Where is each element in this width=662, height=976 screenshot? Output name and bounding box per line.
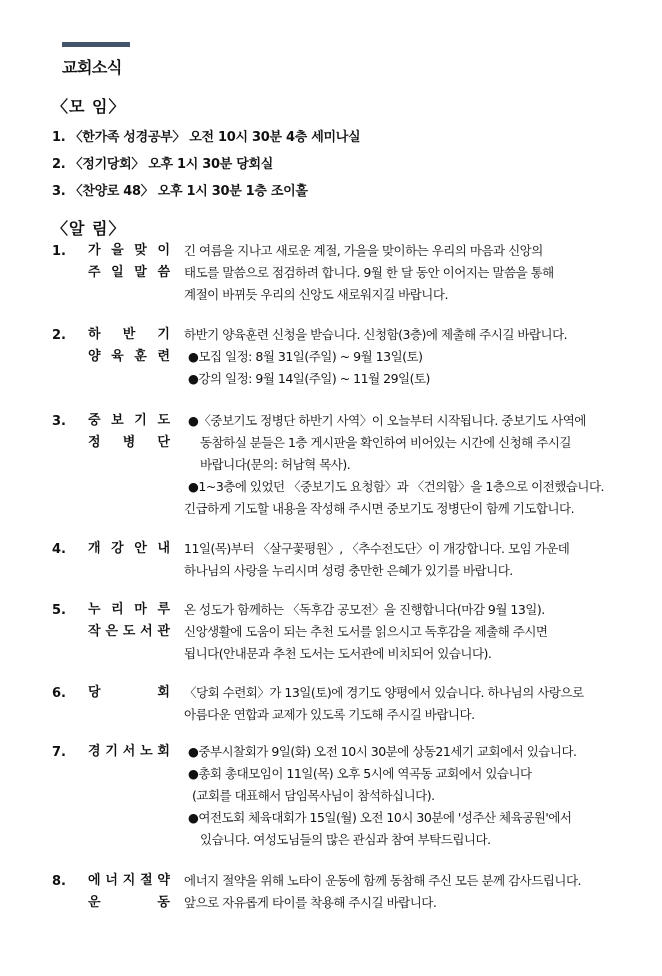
notice-label: [88, 599, 170, 643]
notice-label-line: 정 병 단: [88, 435, 170, 450]
notice-line: ●총회 총대모임이 11일(목) 오후 5시에 역곡동 교회에서 있습니다: [188, 766, 532, 781]
notice-label-line: 개 강 안 내: [88, 541, 170, 556]
notice-number: 1.: [52, 244, 66, 259]
notice-number: 5.: [52, 603, 66, 618]
notice-label-line: 주 일 말 씀: [88, 265, 170, 280]
notice-line: 아름다운 연합과 교제가 있도록 기도해 주시길 바랍니다.: [184, 707, 475, 722]
notice-line: (교회를 대표해서 담임목사님이 참석하십니다).: [192, 788, 435, 803]
notice-label: [88, 410, 170, 454]
notice-label-line: 운 동: [88, 895, 170, 910]
notice-label-line: 에 너 지 절 약: [88, 873, 170, 888]
notice-body: [184, 599, 547, 665]
page-title: 교회소식: [62, 58, 122, 77]
notice-label-line: 경 기 서 노 회: [88, 744, 170, 759]
notice-label: [88, 870, 170, 914]
notice-body: [184, 538, 569, 582]
notice-line: 태도를 말씀으로 점검하려 합니다. 9월 한 달 동안 이어지는 말씀을 통해: [184, 265, 554, 280]
notice-line: 〈당회 수련회〉가 13일(토)에 경기도 양평에서 있습니다. 하나님의 사랑으로: [184, 685, 584, 700]
notice-line: 동참하실 분들은 1층 게시판을 확인하여 비어있는 시간에 신청해 주시길: [200, 435, 571, 450]
notice-line: 앞으로 자유롭게 타이를 착용해 주시길 바랍니다.: [184, 895, 437, 910]
notice-line: ●여전도회 체육대회가 15일(월) 오전 10시 30분에 '성주산 체육공원'에서: [188, 810, 572, 825]
notice-line: 온 성도가 함께하는 〈독후감 공모전〉을 진행합니다(마감 9월 13일).: [184, 602, 545, 617]
notice-line: 에너지 절약을 위해 노타이 운동에 함께 동참해 주신 모든 분께 감사드립니다.: [184, 873, 582, 888]
notice-line: 하나님의 사랑을 누리시며 성령 충만한 은혜가 있기를 바랍니다.: [184, 563, 513, 578]
notice-line: ●모집 일정: 8월 31일(주일) ~ 9월 13일(토): [188, 349, 423, 364]
notice-label: [88, 741, 170, 763]
notice-body: [184, 682, 584, 726]
meeting-item: 3. 〈찬양로 48〉 오후 1시 30분 1층 조이홀: [52, 184, 308, 199]
notice-line: ●1~3층에 있었던 〈중보기도 요청함〉과 〈건의함〉을 1층으로 이전했습니다.: [188, 479, 605, 494]
notice-number: 2.: [52, 328, 66, 343]
notice-body: [184, 324, 567, 390]
notice-label-line: 중 보 기 도: [88, 413, 170, 428]
meeting-item: 2. 〈정기당회〉 오후 1시 30분 당회실: [52, 157, 273, 172]
notice-label-line: 하 반 기: [88, 327, 170, 342]
notice-label-line: 가 을 맞 이: [88, 243, 170, 258]
notice-label-line: 누 리 마 루: [88, 602, 170, 617]
notice-line: 있습니다. 여성도님들의 많은 관심과 참여 부탁드립니다.: [200, 832, 491, 847]
notice-label-line: 작 은 도 서 관: [88, 624, 170, 639]
notice-number: 4.: [52, 542, 66, 557]
notices-title: 〈알 림〉: [52, 219, 126, 238]
notice-line: 긴 여름을 지나고 새로운 계절, 가을을 맞이하는 우리의 마음과 신앙의: [184, 243, 543, 258]
notice-body: [184, 870, 581, 914]
notice-line: 됩니다(안내문과 추천 도서는 도서관에 비치되어 있습니다).: [184, 646, 492, 661]
notice-number: 8.: [52, 874, 66, 889]
notice-label: [88, 240, 170, 284]
header-bar: [62, 42, 130, 47]
notice-line: 11일(목)부터 〈살구꽃평원〉, 〈추수전도단〉이 개강합니다. 모임 가운데: [184, 541, 570, 556]
notice-body: [188, 741, 577, 851]
notice-body: [184, 240, 554, 306]
notice-line: 긴급하게 기도할 내용을 작성해 주시면 중보기도 정병단이 함께 기도합니다.: [184, 501, 575, 516]
meeting-item: 1. 〈한가족 성경공부〉 오전 10시 30분 4층 세미나실: [52, 130, 361, 145]
notice-line: ●강의 일정: 9월 14일(주일) ~ 11월 29일(토): [188, 371, 430, 386]
notice-body: [184, 410, 605, 520]
notice-line: 신앙생활에 도움이 되는 추천 도서를 읽으시고 독후감을 제출해 주시면: [184, 624, 548, 639]
notice-label-line: 양 육 훈 련: [88, 349, 170, 364]
notice-label: [88, 538, 170, 560]
notice-label: [88, 682, 170, 704]
notice-label-line: 당 회: [88, 685, 170, 700]
notice-line: 바랍니다(문의: 허남혁 목사).: [200, 457, 351, 472]
notice-number: 6.: [52, 686, 66, 701]
notice-number: 7.: [52, 745, 66, 760]
notice-line: ●중부시찰회가 9일(화) 오전 10시 30분에 상동21세기 교회에서 있습니다.: [188, 744, 577, 759]
notice-line: 하반기 양육훈련 신청을 받습니다. 신청함(3층)에 제출해 주시길 바랍니다.: [184, 327, 568, 342]
notice-label: [88, 324, 170, 368]
meetings-title: 〈모 임〉: [52, 97, 126, 116]
notice-number: 3.: [52, 414, 66, 429]
notice-line: 계절이 바뀌듯 우리의 신앙도 새로워지길 바랍니다.: [184, 287, 448, 302]
notice-line: ●〈중보기도 정병단 하반기 사역〉이 오늘부터 시작됩니다. 중보기도 사역에: [188, 413, 586, 428]
